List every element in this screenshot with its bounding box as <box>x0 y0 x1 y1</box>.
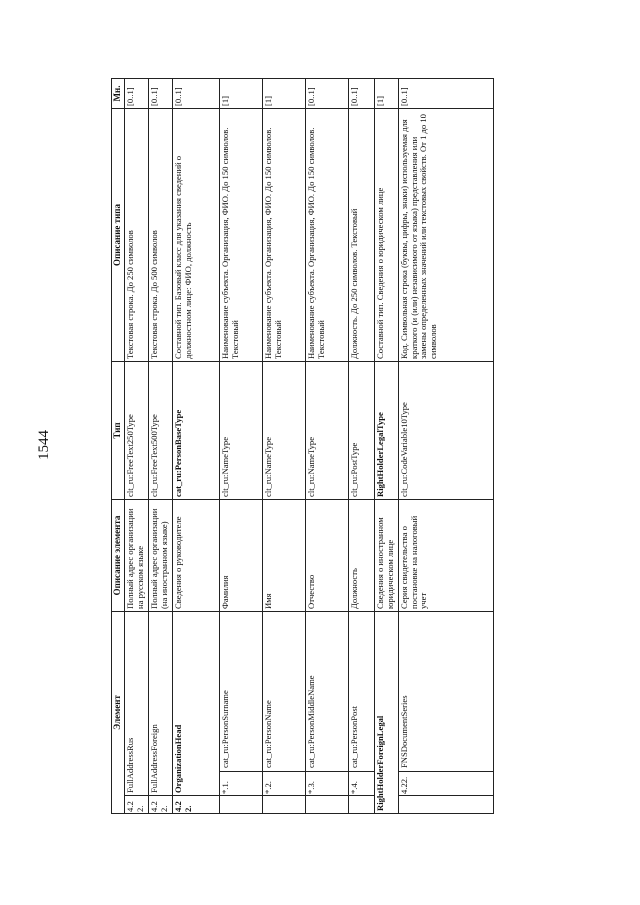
row-number: *.4. <box>349 772 375 796</box>
row-element: cat_ru:PersonPost <box>349 611 375 771</box>
row-type-description: Код. Символьная строка (буквы, цифры, знаки) используемая для краткого (и (или) независимого от языка) представления или замены определенных значений или текстовых свойств. От 1 до 10 символов <box>399 108 494 361</box>
row-type-description: Составной тип. Сведения о юридическом лице <box>375 108 399 361</box>
row-description: Сведения о иностранном юридическом лице <box>375 499 399 611</box>
table-row <box>125 78 149 813</box>
row-type: cat_ru:PersonBaseType <box>173 361 220 499</box>
table-row <box>349 78 375 813</box>
row-multiplicity: [0..1] <box>149 78 173 108</box>
row-type-description: Составной тип. Базовый класс для указания сведений о должностном лице: ФИО, должность <box>173 108 220 361</box>
row-description: Полный адрес организации на русском языке <box>125 499 149 611</box>
row-number: 4.22. <box>149 796 173 814</box>
table-row <box>173 78 220 813</box>
row-element: FullAddressForeign <box>149 611 173 795</box>
row-number: *.3. <box>306 772 349 796</box>
row-multiplicity: [0..1] <box>173 78 220 108</box>
row-number: 4.22. <box>399 772 494 796</box>
header-multiplicity: Мн. <box>112 78 125 108</box>
element-table <box>111 78 494 814</box>
row-element: FNSDocumentSeries <box>399 611 494 771</box>
indent-cell <box>349 796 375 814</box>
row-multiplicity: [0..1] <box>306 78 349 108</box>
row-type: clt_ru:NameType <box>306 361 349 499</box>
row-type-description: Наименование субъекта. Организация, ФИО. До 150 символов. Текстовый <box>306 108 349 361</box>
row-multiplicity: [0..1] <box>349 78 375 108</box>
row-element: RightHolderForeignLegal <box>375 611 399 813</box>
row-description: Отчество <box>306 499 349 611</box>
table-row <box>263 78 306 813</box>
row-multiplicity: [0..1] <box>125 78 149 108</box>
row-type: RightHolderLegalType <box>375 361 399 499</box>
row-description: Должность <box>349 499 375 611</box>
row-number: 4.22. <box>173 796 220 814</box>
header-type-description: Описание типа <box>112 108 125 361</box>
header-element-description: Описание элемента <box>112 499 125 611</box>
row-multiplicity: [0..1] <box>399 78 494 108</box>
header-element: Элемент <box>112 611 125 813</box>
table-row <box>306 78 349 813</box>
row-description: Серия свидетельства о постановке на налоговый учет <box>399 499 494 611</box>
row-type-description: Текстовая строка. До 500 символов <box>149 108 173 361</box>
row-number: *.2. <box>263 772 306 796</box>
row-number: 4.22. <box>125 796 149 814</box>
row-number: *.1. <box>220 772 263 796</box>
row-element: cat_ru:PersonMiddleName <box>306 611 349 771</box>
indent-cell <box>306 796 349 814</box>
row-element: cat_ru:PersonName <box>263 611 306 771</box>
row-element: OrganizationHead <box>173 611 220 795</box>
row-description: Имя <box>263 499 306 611</box>
indent-cell <box>263 796 306 814</box>
table-row <box>149 78 173 813</box>
row-description: Фамилия <box>220 499 263 611</box>
row-description: Сведения о руководителе <box>173 499 220 611</box>
row-type: clt_ru:NameType <box>263 361 306 499</box>
row-multiplicity: [1] <box>375 78 399 108</box>
rotated-table-container <box>111 79 515 814</box>
row-multiplicity: [1] <box>263 78 306 108</box>
row-type: clt_ru:CodeVariable10Type <box>399 361 494 499</box>
header-type: Тип <box>112 361 125 499</box>
table-row <box>375 78 399 813</box>
row-element: FullAddressRus <box>125 611 149 795</box>
row-type-description: Наименование субъекта. Организация, ФИО. До 150 символов. Текстовый <box>263 108 306 361</box>
row-type: clt_ru:FreeText250Type <box>125 361 149 499</box>
row-type-description: Текстовая строка. До 250 символов <box>125 108 149 361</box>
row-type: clt_ru:NameType <box>220 361 263 499</box>
table-row <box>399 78 494 813</box>
row-type-description: Наименование субъекта. Организация, ФИО. До 150 символов. Текстовый <box>220 108 263 361</box>
page-number: 1544 <box>36 430 52 460</box>
table-row <box>220 78 263 813</box>
indent-cell <box>399 796 494 814</box>
row-type: clt_ru:FreeText500Type <box>149 361 173 499</box>
row-type: clt_ru:PostType <box>349 361 375 499</box>
row-element: cat_ru:PersonSurname <box>220 611 263 771</box>
table-header-row <box>112 78 125 813</box>
row-multiplicity: [1] <box>220 78 263 108</box>
indent-cell <box>220 796 263 814</box>
row-type-description: Должность. До 250 символов. Текстовый <box>349 108 375 361</box>
row-description: Полный адрес организации (на иностранном языке) <box>149 499 173 611</box>
